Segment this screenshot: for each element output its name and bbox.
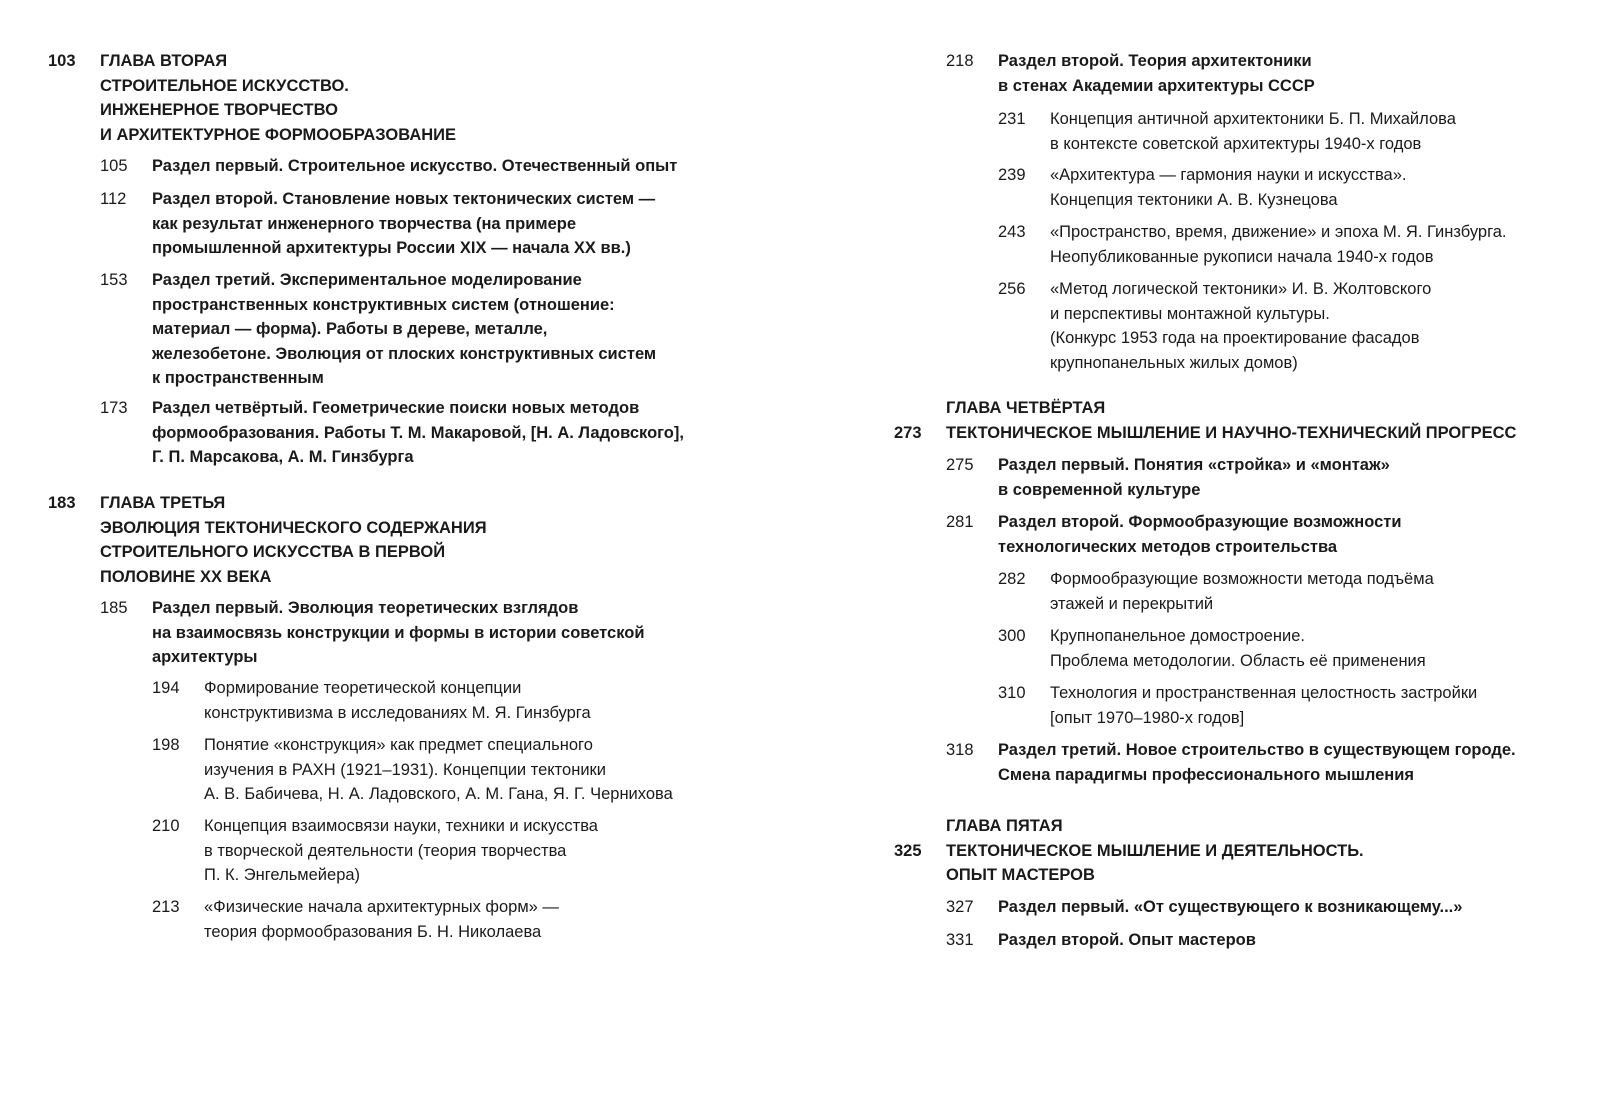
section-title: Раздел второй. Опыт мастеров	[998, 931, 1256, 949]
toc-subsection	[998, 624, 1426, 673]
toc-subsection	[998, 163, 1406, 212]
section-title: Раздел второй. Теория архитектоники в стенах Академии архитектуры СССР	[998, 52, 1315, 95]
toc-section	[946, 928, 1256, 953]
toc-subsection	[152, 733, 673, 807]
section-page-number: 327	[946, 898, 974, 916]
chapter-title: ТЕКТОНИЧЕСКОЕ МЫШЛЕНИЕ И НАУЧНО-ТЕХНИЧЕСКИЙ ПРОГРЕСС	[946, 423, 1517, 442]
chapter-page-number: 325	[894, 841, 922, 860]
chapter-page-number: 273	[894, 423, 922, 442]
section-title: Раздел третий. Экспериментальное моделирование пространственных конструктивных систем (отношение: материал — форма). Работы в дереве, металле, железобетоне. Эволюция от плоских конструктивных систем к пространственным	[152, 271, 657, 387]
chapter-5-heading	[894, 814, 1364, 888]
subsection-page-number: 194	[152, 679, 180, 697]
section-page-number: 331	[946, 931, 974, 949]
subsection-title: Технология и пространственная целостность застройки [опыт 1970–1980-х годов]	[1050, 684, 1478, 727]
subsection-page-number: 210	[152, 817, 180, 835]
chapter-3-heading	[48, 491, 487, 589]
toc-section	[946, 738, 1516, 787]
section-title: Раздел первый. «От существующего к возникающему...»	[998, 898, 1463, 916]
section-title: Раздел третий. Новое строительство в существующем городе. Смена парадигмы профессионального мышления	[998, 741, 1516, 784]
section-page-number: 112	[100, 190, 127, 208]
section-page-number: 281	[946, 513, 974, 531]
chapter-4-heading	[894, 396, 1516, 445]
toc-subsection	[998, 681, 1477, 730]
subsection-page-number: 231	[998, 110, 1026, 128]
subsection-title: Концепция античной архитектоники Б. П. Михайлова в контексте советской архитектуры 1940-х годов	[1050, 110, 1456, 153]
section-title: Раздел первый. Строительное искусство. Отечественный опыт	[152, 157, 678, 175]
subsection-page-number: 300	[998, 627, 1026, 645]
toc-subsection	[998, 277, 1431, 375]
toc-subsection	[152, 895, 559, 944]
chapter-title: ГЛАВА ТРЕТЬЯ ЭВОЛЮЦИЯ ТЕКТОНИЧЕСКОГО СОДЕРЖАНИЯ СТРОИТЕЛЬНОГО ИСКУССТВА В ПЕРВОЙ ПОЛОВИНЕ XX ВЕКА	[100, 494, 487, 586]
subsection-title: «Пространство, время, движение» и эпоха М. Я. Гинзбурга. Неопубликованные рукописи начала 1940-х годов	[1050, 223, 1507, 266]
toc-section	[100, 396, 684, 470]
subsection-page-number: 243	[998, 223, 1026, 241]
toc-section	[100, 268, 656, 391]
toc-section	[946, 510, 1401, 559]
section-title: Раздел четвёртый. Геометрические поиски новых методов формообразования. Работы Т. М. Макаровой, [Н. А. Ладовского], Г. П. Марсакова, А. М. Гинзбурга	[152, 399, 684, 466]
subsection-page-number: 256	[998, 280, 1026, 298]
toc-section	[946, 895, 1462, 920]
section-title: Раздел первый. Понятия «стройка» и «монтаж» в современной культуре	[998, 456, 1390, 499]
subsection-title: Формирование теоретической концепции конструктивизма в исследованиях М. Я. Гинзбурга	[204, 679, 591, 722]
toc-section	[100, 596, 645, 670]
toc-subsection	[998, 567, 1434, 616]
section-page-number: 105	[100, 157, 128, 175]
toc-subsection	[998, 220, 1506, 269]
toc-section	[100, 187, 655, 261]
chapter-page-number: 103	[48, 52, 76, 70]
section-page-number: 275	[946, 456, 974, 474]
subsection-page-number: 239	[998, 166, 1026, 184]
subsection-title: Концепция взаимосвязи науки, техники и искусства в творческой деятельности (теория творчества П. К. Энгельмейера)	[204, 817, 598, 884]
subsection-page-number: 310	[998, 684, 1026, 702]
right-page	[894, 0, 1584, 1114]
chapter-page-number: 183	[48, 494, 76, 512]
chapter-label: ГЛАВА ЧЕТВЁРТАЯ	[946, 399, 1106, 417]
toc-section	[100, 154, 677, 179]
subsection-title: «Архитектура — гармония науки и искусства». Концепция тектоники А. В. Кузнецова	[1050, 166, 1407, 209]
subsection-title: Понятие «конструкция» как предмет специального изучения в РАХН (1921–1931). Концепции тектоники А. В. Бабичева, Н. А. Ладовского, А. М. Гана, Я. Г. Чернихова	[204, 736, 673, 803]
section-page-number: 218	[946, 52, 974, 70]
toc-subsection	[152, 814, 598, 888]
section-title: Раздел второй. Становление новых тектонических систем — как результат инженерного творчества (на примере промышленной архитектуры России XIX — начала XX вв.)	[152, 190, 656, 257]
subsection-page-number: 213	[152, 898, 180, 916]
chapter-label: ГЛАВА ПЯТАЯ	[946, 817, 1063, 835]
subsection-title: «Метод логической тектоники» И. В. Жолтовского и перспективы монтажной культуры. (Конкурс 1953 года на проектирование фасадов крупнопанельных жилых домов)	[1050, 280, 1432, 372]
chapter-title: ТЕКТОНИЧЕСКОЕ МЫШЛЕНИЕ И ДЕЯТЕЛЬНОСТЬ. ОПЫТ МАСТЕРОВ	[946, 841, 1364, 884]
section-page-number: 318	[946, 741, 974, 759]
toc-section	[946, 49, 1315, 98]
toc-subsection	[998, 107, 1456, 156]
subsection-title: Крупнопанельное домостроение. Проблема методологии. Область её применения	[1050, 627, 1426, 670]
subsection-page-number: 198	[152, 736, 180, 754]
chapter-2-heading	[48, 49, 456, 147]
section-title: Раздел второй. Формообразующие возможности технологических методов строительства	[998, 513, 1402, 556]
section-page-number: 153	[100, 271, 128, 289]
toc-section	[946, 453, 1390, 502]
left-page	[48, 0, 768, 1114]
section-title: Раздел первый. Эволюция теоретических взглядов на взаимосвязь конструкции и формы в истории советской архитектуры	[152, 599, 645, 666]
section-page-number: 185	[100, 599, 128, 617]
subsection-title: Формообразующие возможности метода подъёма этажей и перекрытий	[1050, 570, 1434, 613]
subsection-title: «Физические начала архитектурных форм» — теория формообразования Б. Н. Николаева	[204, 898, 559, 941]
subsection-page-number: 282	[998, 570, 1026, 588]
toc-subsection	[152, 676, 591, 725]
chapter-title: ГЛАВА ВТОРАЯ СТРОИТЕЛЬНОЕ ИСКУССТВО. ИНЖЕНЕРНОЕ ТВОРЧЕСТВО И АРХИТЕКТУРНОЕ ФОРМООБРАЗОВАНИЕ	[100, 52, 457, 144]
section-page-number: 173	[100, 399, 128, 417]
